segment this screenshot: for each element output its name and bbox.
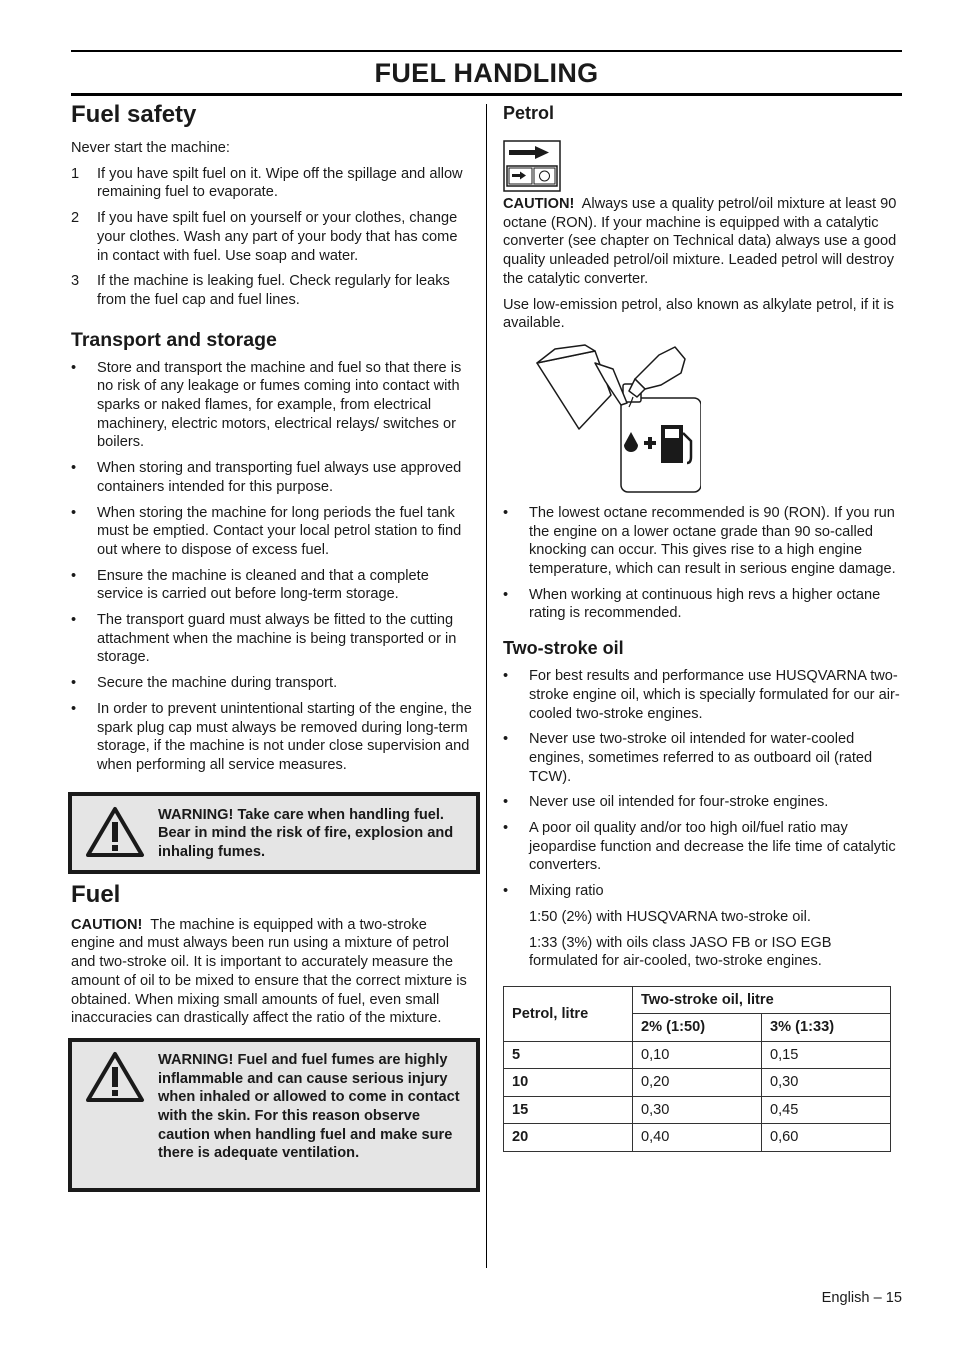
caution-text: Always use a quality petrol/oil mixture at least 90 octane (RON). If your machine is equipped with a catalytic converter (see chapter on Technical data) always use a good quality unleaded petrol/oil mixture. Leaded petrol will destroy the catalytic converter. xyxy=(503,196,897,287)
table-row: 20 0,40 0,60 xyxy=(504,1124,891,1152)
header-3-percent: 3% (1:33) xyxy=(762,1014,891,1042)
transport-heading: Transport and storage xyxy=(71,328,277,351)
header-2-percent: 2% (1:50) xyxy=(633,1014,762,1042)
fuel-mixing-illustration-icon xyxy=(535,341,701,491)
fuel-safety-list xyxy=(71,165,472,310)
two-stroke-heading: Two-stroke oil xyxy=(503,638,624,659)
list-item: • Ensure the machine is cleaned and that a complete service is carried out before long-term storage. xyxy=(71,567,429,603)
petrol-list xyxy=(503,504,903,623)
list-item: 3 If the machine is leaking fuel. Check regularly for leaks from the fuel cap and fuel lines. xyxy=(71,273,450,308)
list-item: 2 If you have spilt fuel on yourself or your clothes, change your clothes. Wash any part of your body that has come in contact with fuel. Use soap and water. xyxy=(71,210,458,264)
mixing-ratio-2: 1:33 (3%) with oils class JASO FB or ISO EGB formulated for air-cooled, two-stroke engines. xyxy=(529,934,832,970)
fuel-safety-heading: Fuel safety xyxy=(71,101,197,128)
table-row: 5 0,10 0,15 xyxy=(504,1041,891,1069)
warning-text: WARNING! Fuel and fuel fumes are highly inflammable and can cause serious injury when inhaled or allowed to come in contact with the skin. For this reason observe caution when handling fuel and make sure there is adequate ventilation. xyxy=(158,1051,460,1162)
list-item: • When storing and transporting fuel always use approved containers intended for this purpose. xyxy=(71,460,462,495)
list-item: • The transport guard must always be fitted to the cutting attachment when the machine is being transported or in storage. xyxy=(71,612,457,666)
list-item: • In order to prevent unintentional starting of the engine, the spark plug cap must always be removed during long-term storage, if the machine is not under close supervision and when performing all service measures. xyxy=(71,700,472,773)
caution-text: The machine is equipped with a two-stroke engine and must always been run using a mixture of petrol and two-stroke oil. It is important to accurately measure the amount of oil to be mixed to ensure that the correct mixture is obtained. When mixing small amounts of fuel, even small inaccuracies can drastically affect the ratio of the mixture. xyxy=(71,916,467,1027)
warning-text: WARNING! Take care when handling fuel. Bear in mind the risk of fire, explosion and inhaling fumes. xyxy=(158,806,454,861)
fuel-caution-paragraph xyxy=(71,916,472,1028)
fuel-safety-intro: Never start the machine: xyxy=(71,140,230,156)
low-emission-paragraph: Use low-emission petrol, also known as alkylate petrol, if it is available. xyxy=(503,296,894,332)
warning-box-fuel-fumes xyxy=(68,1038,480,1192)
page-title: FUEL HANDLING xyxy=(374,58,599,88)
list-item: • When working at continuous high revs a higher octane rating is recommended. xyxy=(503,586,881,622)
mixing-ratio-1: 1:50 (2%) with HUSQVARNA two-stroke oil. xyxy=(529,908,811,925)
list-item: • Never use two-stroke oil intended for water-cooled engines, sometimes referred to as outboard oil (rated TCW). xyxy=(503,731,873,785)
list-item: • Store and transport the machine and fuel so that there is no risk of any leakage or fumes coming into contact with sparks or naked flames, for example, from electrical machinery, electric motors, electrical relays/ switches or boilers. xyxy=(71,359,462,451)
table-row: 10 0,20 0,30 xyxy=(504,1069,891,1097)
petrol-caution-paragraph xyxy=(503,195,903,289)
fuel-heading: Fuel xyxy=(71,880,121,908)
list-item: 1 If you have spilt fuel on it. Wipe off the spillage and allow remaining fuel to evaporate. xyxy=(71,165,463,201)
header-petrol: Petrol, litre xyxy=(504,986,633,1041)
page-footer: English – 15 xyxy=(821,1290,902,1306)
header-rule-bottom xyxy=(71,93,902,96)
header-rule-top xyxy=(71,50,902,52)
list-item: • Secure the machine during transport. xyxy=(71,675,338,692)
header-two-stroke-oil: Two-stroke oil, litre xyxy=(633,986,891,1014)
two-stroke-list xyxy=(503,667,903,901)
list-item: • Never use oil intended for four-stroke engines. xyxy=(503,794,829,811)
mixing-table xyxy=(503,986,891,1152)
list-item: • For best results and performance use HUSQVARNA two-stroke engine oil, which is specially formulated for our air-cooled two-stroke engines. xyxy=(503,668,900,722)
caution-label: CAUTION! xyxy=(503,196,575,212)
petrol-heading: Petrol xyxy=(503,103,555,123)
warning-triangle-icon xyxy=(72,1051,158,1188)
warning-triangle-icon xyxy=(72,806,158,870)
left-column xyxy=(71,100,472,1192)
table-row: 15 0,30 0,45 xyxy=(504,1096,891,1124)
table-header-row xyxy=(504,986,891,1014)
list-item: • A poor oil quality and/or too high oil/fuel ratio may jeopardise function and decrease the life time of catalytic converters. xyxy=(503,820,896,874)
column-divider xyxy=(486,104,487,1268)
fuel-pump-symbol-icon xyxy=(503,140,559,190)
transport-list xyxy=(71,359,472,775)
list-item: • When storing the machine for long periods the fuel tank must be emptied. Contact your local petrol station to find out where to dispose of excess fuel. xyxy=(71,504,462,558)
right-column xyxy=(503,100,903,1152)
list-item: • Mixing ratio xyxy=(503,883,604,900)
caution-label: CAUTION! xyxy=(71,916,143,933)
warning-box-fuel-handling xyxy=(68,792,480,874)
list-item: • The lowest octane recommended is 90 (RON). If you run the engine on a lower octane grade than 90 so-called knocking can occur. This gives rise to a high engine temperature, which can result in serious engine damage. xyxy=(503,504,896,578)
